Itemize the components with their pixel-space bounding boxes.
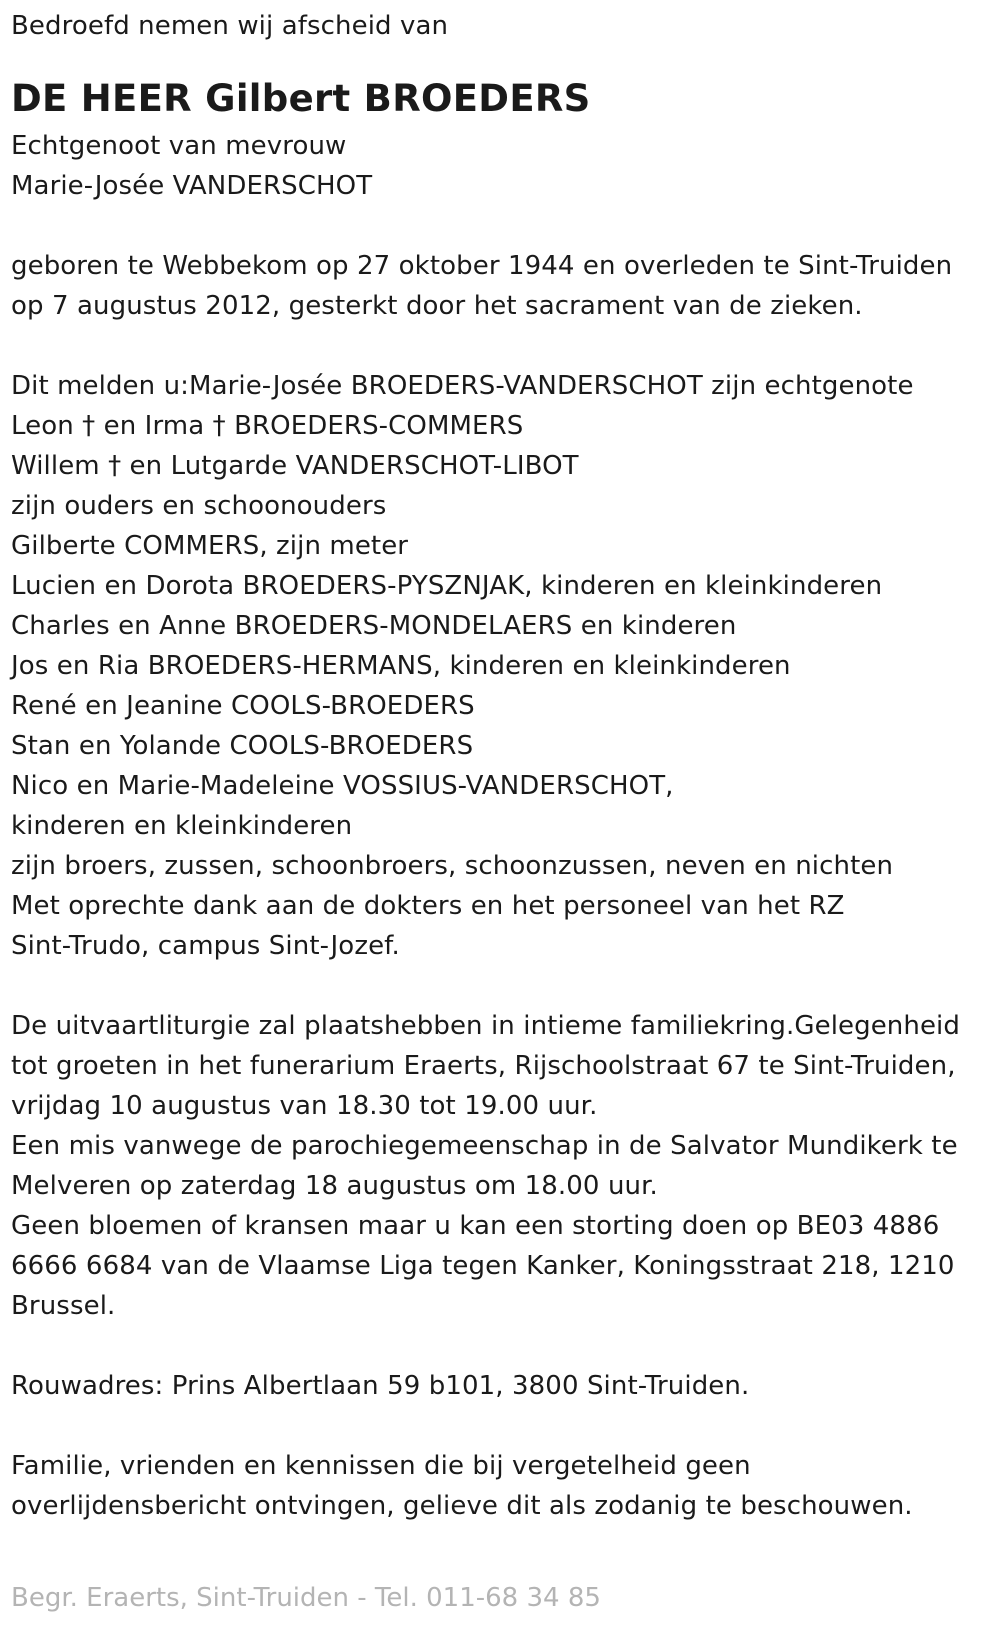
spouse-section bbox=[11, 126, 991, 206]
funeral-line: vrijdag 10 augustus van 18.30 tot 19.00 uur. bbox=[11, 1091, 598, 1121]
family-line: Met oprechte dank aan de dokters en het personeel van het RZ bbox=[11, 891, 845, 921]
family-line: Lucien en Dorota BROEDERS-PYSZNJAK, kinderen en kleinkinderen bbox=[11, 571, 883, 601]
family-line: Stan en Yolande COOLS-BROEDERS bbox=[11, 731, 474, 761]
funeral-line: Een mis vanwege de parochiegemeenschap in de Salvator Mundikerk te bbox=[11, 1131, 958, 1161]
family-line: zijn broers, zussen, schoonbroers, schoonzussen, neven en nichten bbox=[11, 851, 894, 881]
spacer bbox=[11, 326, 991, 366]
birth-death-section bbox=[11, 246, 991, 326]
funeral-line: tot groeten in het funerarium Eraerts, Rijschoolstraat 67 te Sint-Truiden, bbox=[11, 1051, 956, 1081]
family-line: Sint-Trudo, campus Sint-Jozef. bbox=[11, 931, 400, 961]
birth-death-line: geboren te Webbekom op 27 oktober 1944 en overleden te Sint-Truiden bbox=[11, 251, 953, 281]
family-line: René en Jeanine COOLS-BROEDERS bbox=[11, 691, 475, 721]
spouse-line: Echtgenoot van mevrouw bbox=[11, 131, 347, 161]
spacer bbox=[11, 966, 991, 1006]
family-line: Gilberte COMMERS, zijn meter bbox=[11, 531, 409, 561]
funeral-line: De uitvaartliturgie zal plaatshebben in intieme familiekring.Gelegenheid bbox=[11, 1011, 960, 1041]
family-line: kinderen en kleinkinderen bbox=[11, 811, 353, 841]
closing-line: overlijdensbericht ontvingen, gelieve dit als zodanig te beschouwen. bbox=[11, 1491, 913, 1521]
spacer bbox=[11, 1406, 991, 1446]
spacer bbox=[11, 206, 991, 246]
family-line: zijn ouders en schoonouders bbox=[11, 491, 387, 521]
spouse-line: Marie-Josée VANDERSCHOT bbox=[11, 171, 373, 201]
spacer bbox=[11, 1326, 991, 1366]
family-line: Leon † en Irma † BROEDERS-COMMERS bbox=[11, 411, 524, 441]
death-notice bbox=[11, 0, 991, 1526]
family-section bbox=[11, 366, 991, 966]
funeral-home-credit: Begr. Eraerts, Sint-Truiden - Tel. 011-68 34 85 bbox=[11, 1583, 601, 1613]
family-line: Willem † en Lutgarde VANDERSCHOT-LIBOT bbox=[11, 451, 579, 481]
birth-death-line: op 7 augustus 2012, gesterkt door het sacrament van de zieken. bbox=[11, 291, 863, 321]
family-line: Dit melden u:Marie-Josée BROEDERS-VANDERSCHOT zijn echtgenote bbox=[11, 371, 914, 401]
closing-section bbox=[11, 1446, 991, 1526]
funeral-section bbox=[11, 1006, 991, 1326]
closing-line: Familie, vrienden en kennissen die bij vergetelheid geen bbox=[11, 1451, 751, 1481]
funeral-line: Geen bloemen of kransen maar u kan een storting doen op BE03 4886 bbox=[11, 1211, 940, 1241]
deceased-name: DE HEER Gilbert BROEDERS bbox=[11, 77, 591, 120]
mourning-address: Rouwadres: Prins Albertlaan 59 b101, 3800 Sint-Truiden. bbox=[11, 1371, 750, 1401]
family-line: Nico en Marie-Madeleine VOSSIUS-VANDERSCHOT, bbox=[11, 771, 674, 801]
funeral-line: 6666 6684 van de Vlaamse Liga tegen Kanker, Koningsstraat 218, 1210 bbox=[11, 1251, 955, 1281]
family-line: Charles en Anne BROEDERS-MONDELAERS en kinderen bbox=[11, 611, 737, 641]
funeral-line: Brussel. bbox=[11, 1291, 116, 1321]
funeral-line: Melveren op zaterdag 18 augustus om 18.00 uur. bbox=[11, 1171, 658, 1201]
intro-text: Bedroefd nemen wij afscheid van bbox=[11, 11, 449, 41]
family-line: Jos en Ria BROEDERS-HERMANS, kinderen en kleinkinderen bbox=[11, 651, 791, 681]
